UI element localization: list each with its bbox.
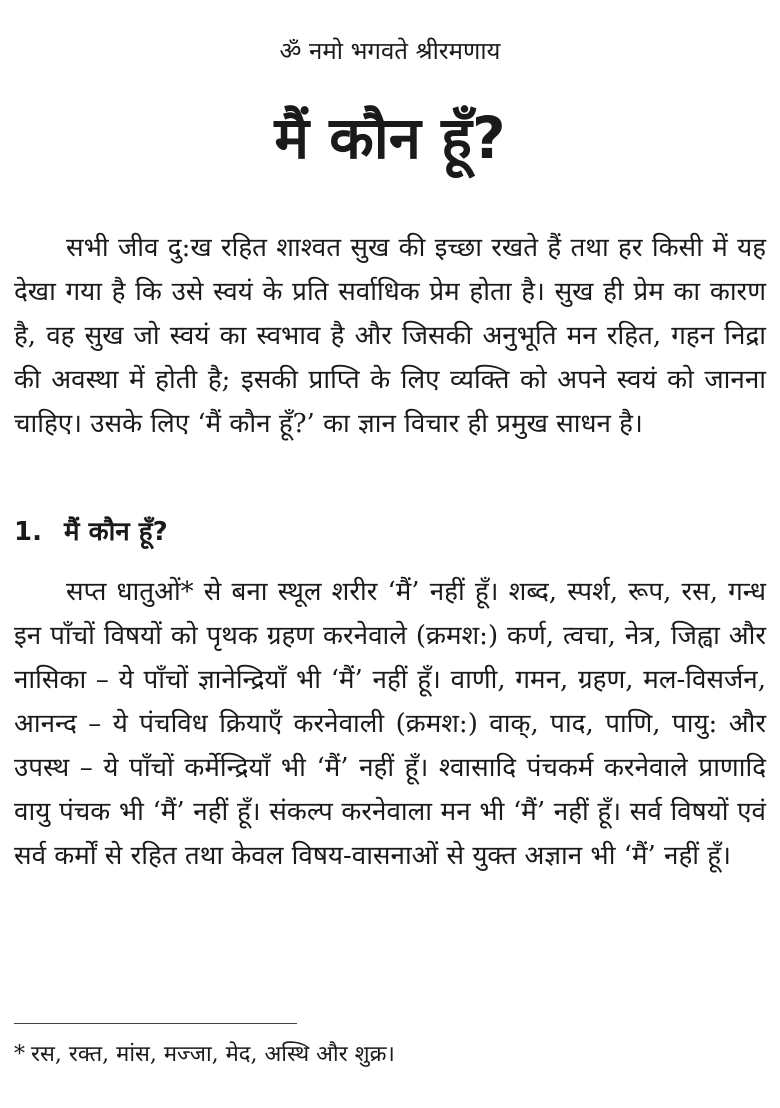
footnote bbox=[14, 1038, 766, 1072]
section-heading bbox=[14, 512, 766, 552]
footnote-marker: * bbox=[14, 1042, 25, 1067]
section-paragraph: सप्त धातुओं* से बना स्थूल शरीर ‘मैं’ नहीं हूँ। शब्द, स्पर्श, रूप, रस, गन्ध इन पाँचों विषयों को पृथक ग्रहण करनेवाले (क्रमश:) कर्ण, त्वचा, नेत्र, जिह्वा और नासिका – ये पाँचों ज्ञानेन्द्रियाँ भी ‘मैं’ नहीं हूँ। वाणी, गमन, ग्रहण, मल-विसर्जन, आनन्द – ये पंचविध क्रियाएँ करनेवाली (क्रमश:) वाक्, पाद, पाणि, पायु: और उपस्थ – ये पाँचों कर्मेन्द्रियाँ भी ‘मैं’ नहीं हूँ। श्वासादि पंचकर्म करनेवाले प्राणादि वायु पंचक भी ‘मैं’ नहीं हूँ। संकल्प करनेवाला मन भी ‘मैं’ नहीं हूँ। सर्व विषयों एवं सर्व कर्मों से रहित तथा केवल विषय-वासनाओं से युक्त अज्ञान भी ‘मैं’ नहीं हूँ। bbox=[14, 577, 766, 871]
section-heading-text: मैं कौन हूँ? bbox=[64, 517, 168, 547]
section-number: 1. bbox=[14, 517, 42, 547]
invocation-line: ॐ नमो भगवते श्रीरमणाय bbox=[279, 37, 501, 65]
intro-paragraph: सभी जीव दु:ख रहित शाश्वत सुख की इच्छा रखते हैं तथा हर किसी में यह देखा गया है कि उसे स्वयं के प्रति सर्वाधिक प्रेम होता है। सुख ही प्रेम का कारण है, वह सुख जो स्वयं का स्वभाव है और जिसकी अनुभूति मन रहित, गहन निद्रा की अवस्था में होती है; इसकी प्राप्ति के लिए व्यक्ति को अपने स्वयं को जानना चाहिए। उसके लिए ‘मैं कौन हूँ?’ का ज्ञान विचार ही प्रमुख साधन है। bbox=[14, 233, 766, 439]
page-title: मैं कौन हूँ? bbox=[274, 104, 506, 172]
footnote-text: रस, रक्त, मांस, मज्जा, मेद, अस्थि और शुक्र। bbox=[31, 1042, 395, 1067]
footnote-divider bbox=[14, 1023, 297, 1024]
